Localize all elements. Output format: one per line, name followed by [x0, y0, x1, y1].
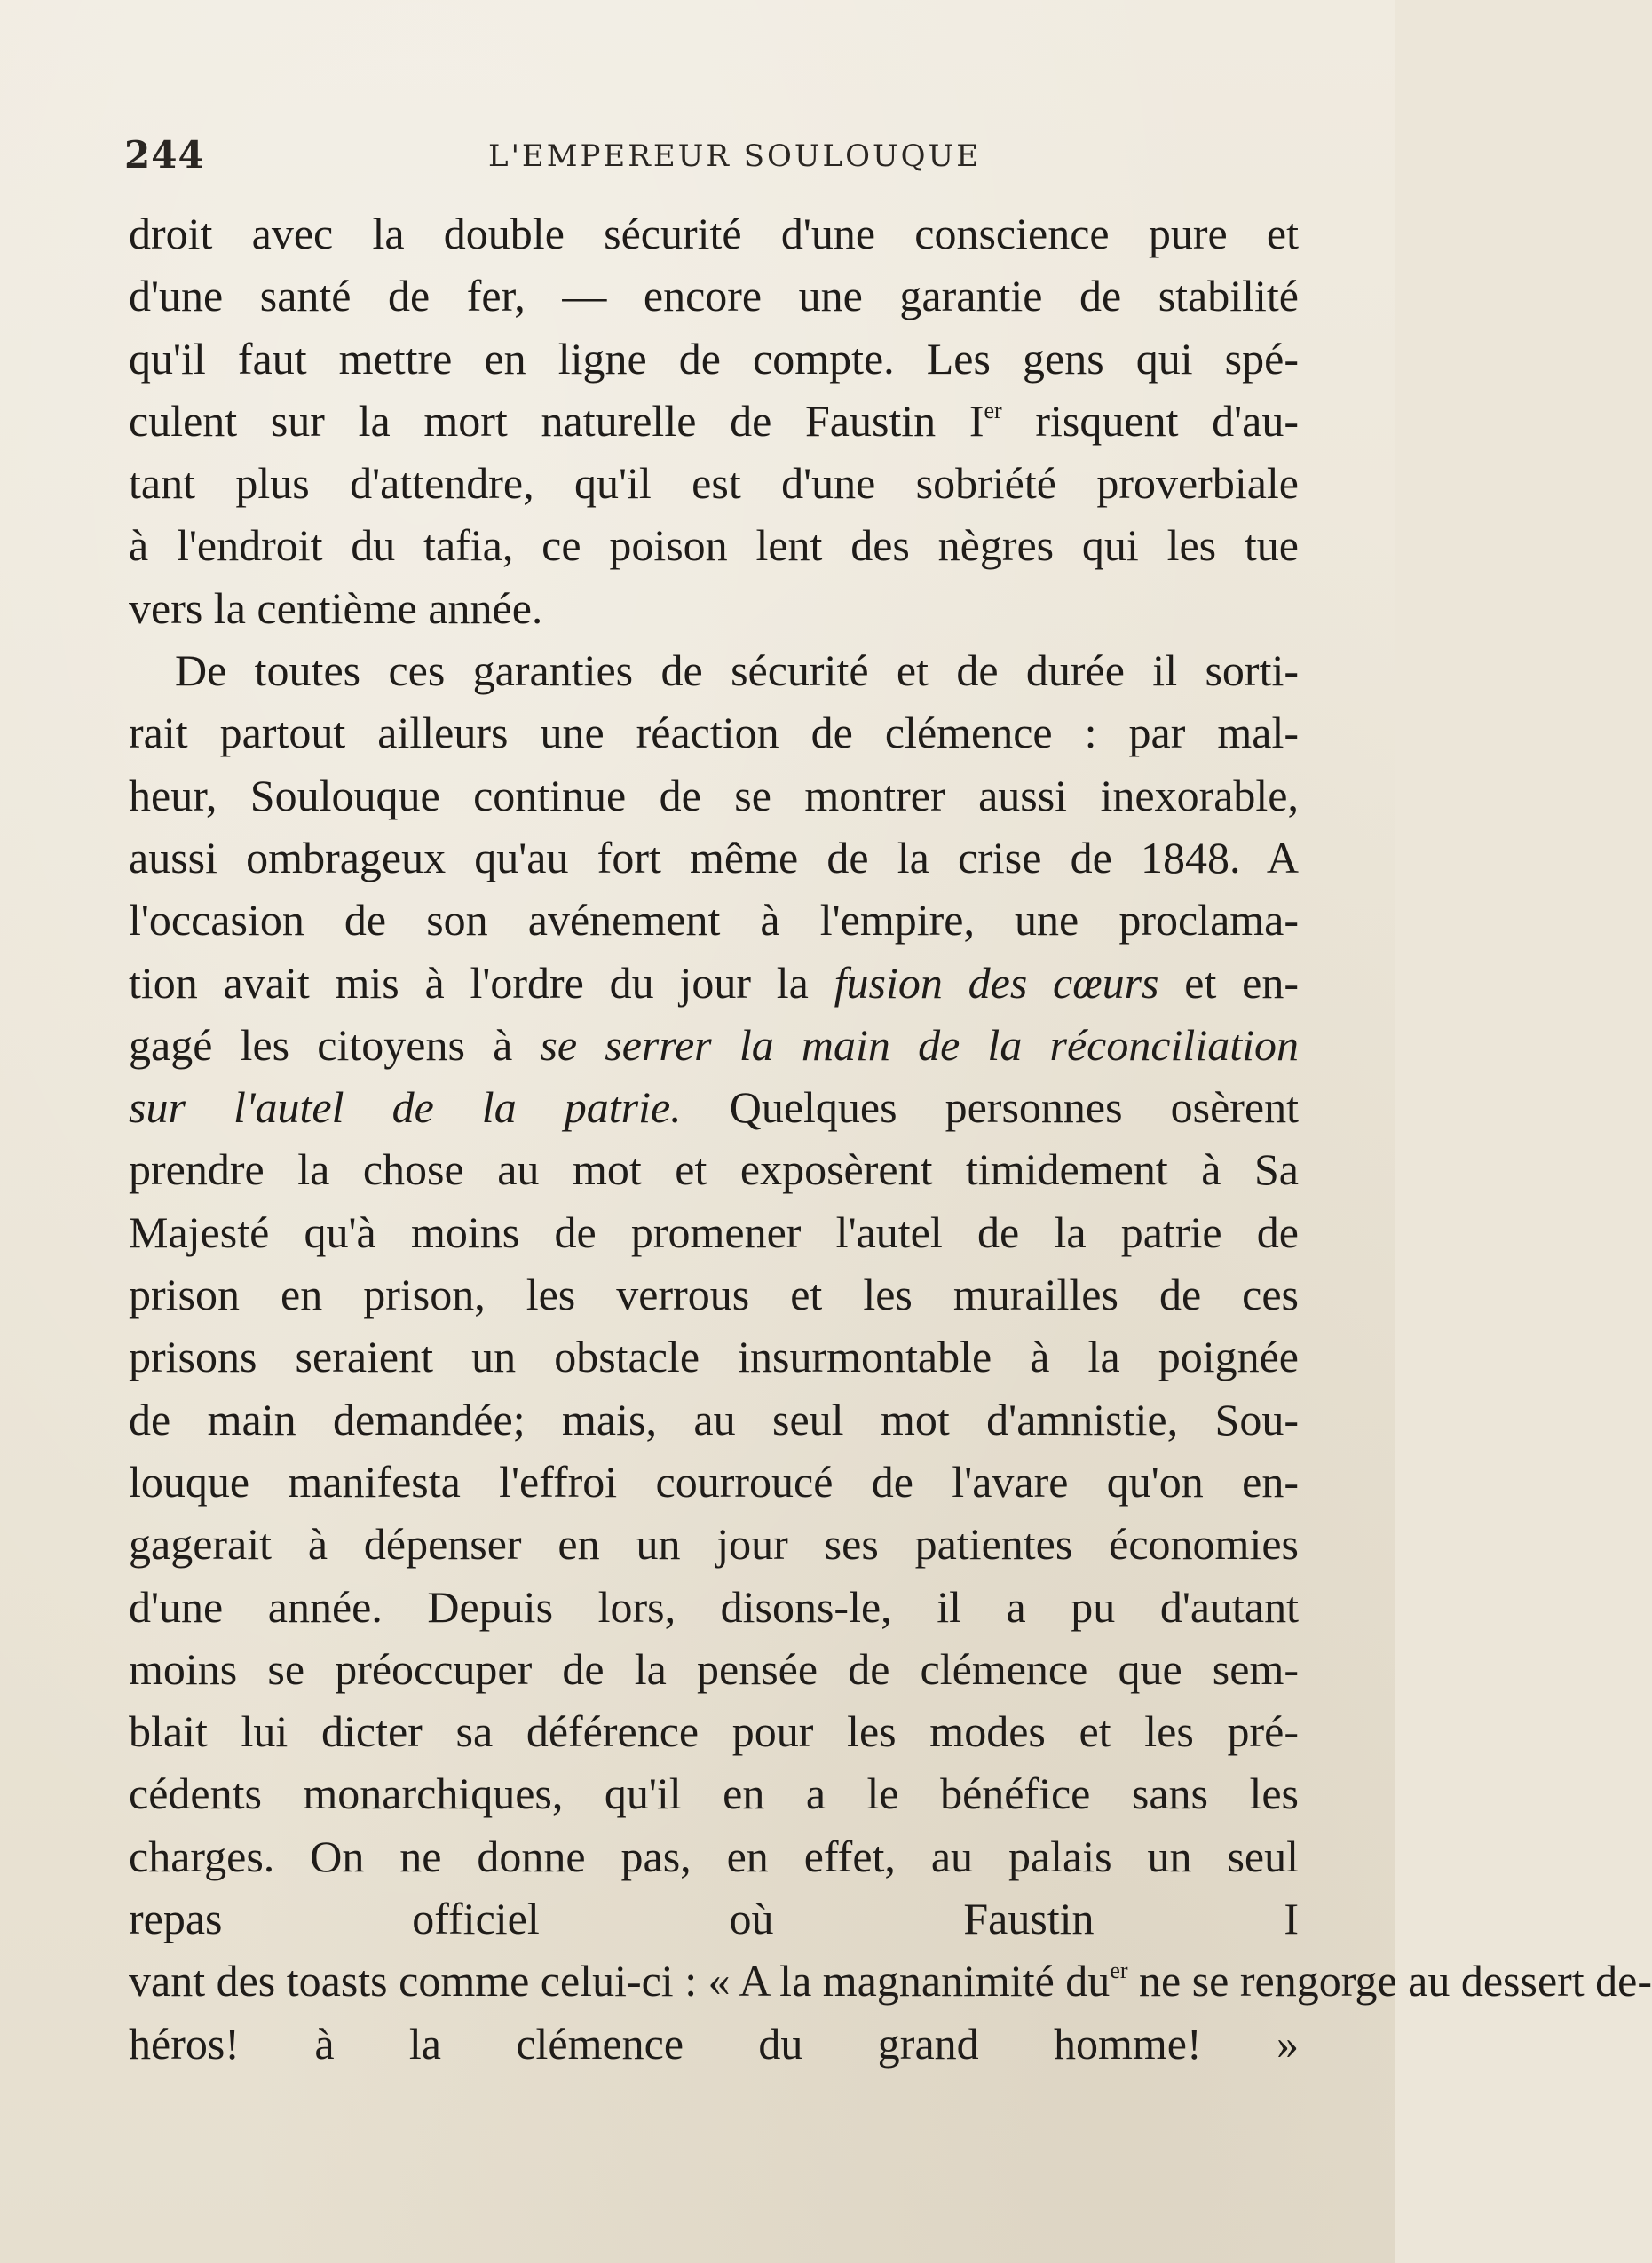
text-line: prisons seraient un obstacle insurmontable à la poignée	[129, 1332, 1299, 1382]
running-head	[124, 133, 1296, 186]
text-line: aussi ombrageux qu'au fort même de la crise de 1848. A	[129, 832, 1299, 882]
text-line: à l'endroit du tafia, ce poison lent des nègres qui les tue	[129, 520, 1299, 571]
text-segment: culent sur la mort naturelle de Faustin I	[129, 395, 984, 446]
text-line: charges. On ne donne pas, en effet, au palais un seul	[129, 1831, 1299, 1881]
text-line	[129, 390, 1299, 452]
text-line: louque manifesta l'effroi courroucé de l'avare qu'on en-	[129, 1456, 1299, 1507]
italic-phrase: se serrer la main de la réconciliation	[540, 1019, 1299, 1070]
text-segment: tion avait mis à l'ordre du jour la	[129, 957, 834, 1008]
text-line: d'une année. Depuis lors, disons-le, il a pu d'autant	[129, 1581, 1299, 1632]
paragraph-2	[129, 639, 1652, 2137]
text-line: d'une santé de fer, — encore une garantie de stabilité	[129, 271, 1299, 321]
text-segment: Quelques personnes osèrent	[681, 1082, 1300, 1133]
text-line	[129, 2075, 1299, 2137]
text-segment: risquent d'au-	[1001, 395, 1300, 446]
text-segment: gagé les citoyens à	[129, 1019, 541, 1070]
text-line: droit avec la double sécurité d'une conscience pure et	[129, 209, 1299, 258]
text-line	[129, 952, 1299, 1014]
text-line: de main demandée; mais, au seul mot d'amnistie, Sou-	[129, 1394, 1299, 1444]
text-segment: et en-	[1158, 957, 1299, 1008]
body-text	[129, 202, 1652, 2137]
text-line: qu'il faut mettre en ligne de compte. Les gens qui spé-	[129, 333, 1299, 384]
text-line: repas officiel où Faustin I	[129, 1894, 1299, 1944]
text-line: blait lui dicter sa déférence pour les modes et les pré-	[129, 1706, 1299, 1757]
text-line: rait partout ailleurs une réaction de clémence : par mal-	[129, 708, 1299, 758]
paragraph-1	[129, 202, 1299, 639]
text-line	[129, 1950, 1652, 2012]
text-segment: vant des toasts comme celui-ci : « A la magnanimité du	[129, 1956, 1111, 2006]
text-line: tant plus d'attendre, qu'il est d'une sobriété proverbiale	[129, 458, 1299, 509]
text-line: héros! à la clémence du grand homme! »	[129, 2018, 1299, 2069]
text-line: prendre la chose au mot et exposèrent timidement à Sa	[129, 1144, 1299, 1195]
text-line	[129, 1076, 1299, 1138]
text-line: Majesté qu'à moins de promener l'autel de la patrie de	[129, 1207, 1299, 1257]
text-line: gagerait à dépenser en un jour ses patientes économies	[129, 1519, 1299, 1570]
text-line: De toutes ces garanties de sécurité et de durée il sorti-	[175, 645, 1299, 696]
text-segment: ne se rengorge au dessert de-	[1127, 1956, 1652, 2006]
text-line: l'occasion de son avénement à l'empire, une proclama-	[129, 895, 1299, 946]
text-line: heur, Soulouque continue de se montrer aussi inexorable,	[129, 770, 1299, 820]
text-line: moins se préoccuper de la pensée de clémence que sem-	[129, 1643, 1299, 1694]
text-line	[129, 1014, 1299, 1076]
running-title: L'EMPEREUR SOULOUQUE	[488, 138, 982, 174]
text-line: cédents monarchiques, qu'il en a le bénéfice sans les	[129, 1768, 1299, 1819]
page-number: 244	[124, 133, 205, 177]
text-line: prison en prison, les verrous et les murailles de ces	[129, 1270, 1299, 1320]
superscript: er	[1110, 1958, 1128, 1984]
text-line: vers la centième année.	[129, 582, 543, 633]
italic-phrase: fusion des cœurs	[834, 957, 1159, 1008]
superscript: er	[984, 397, 1002, 423]
italic-phrase: sur l'autel de la patrie.	[129, 1082, 682, 1133]
